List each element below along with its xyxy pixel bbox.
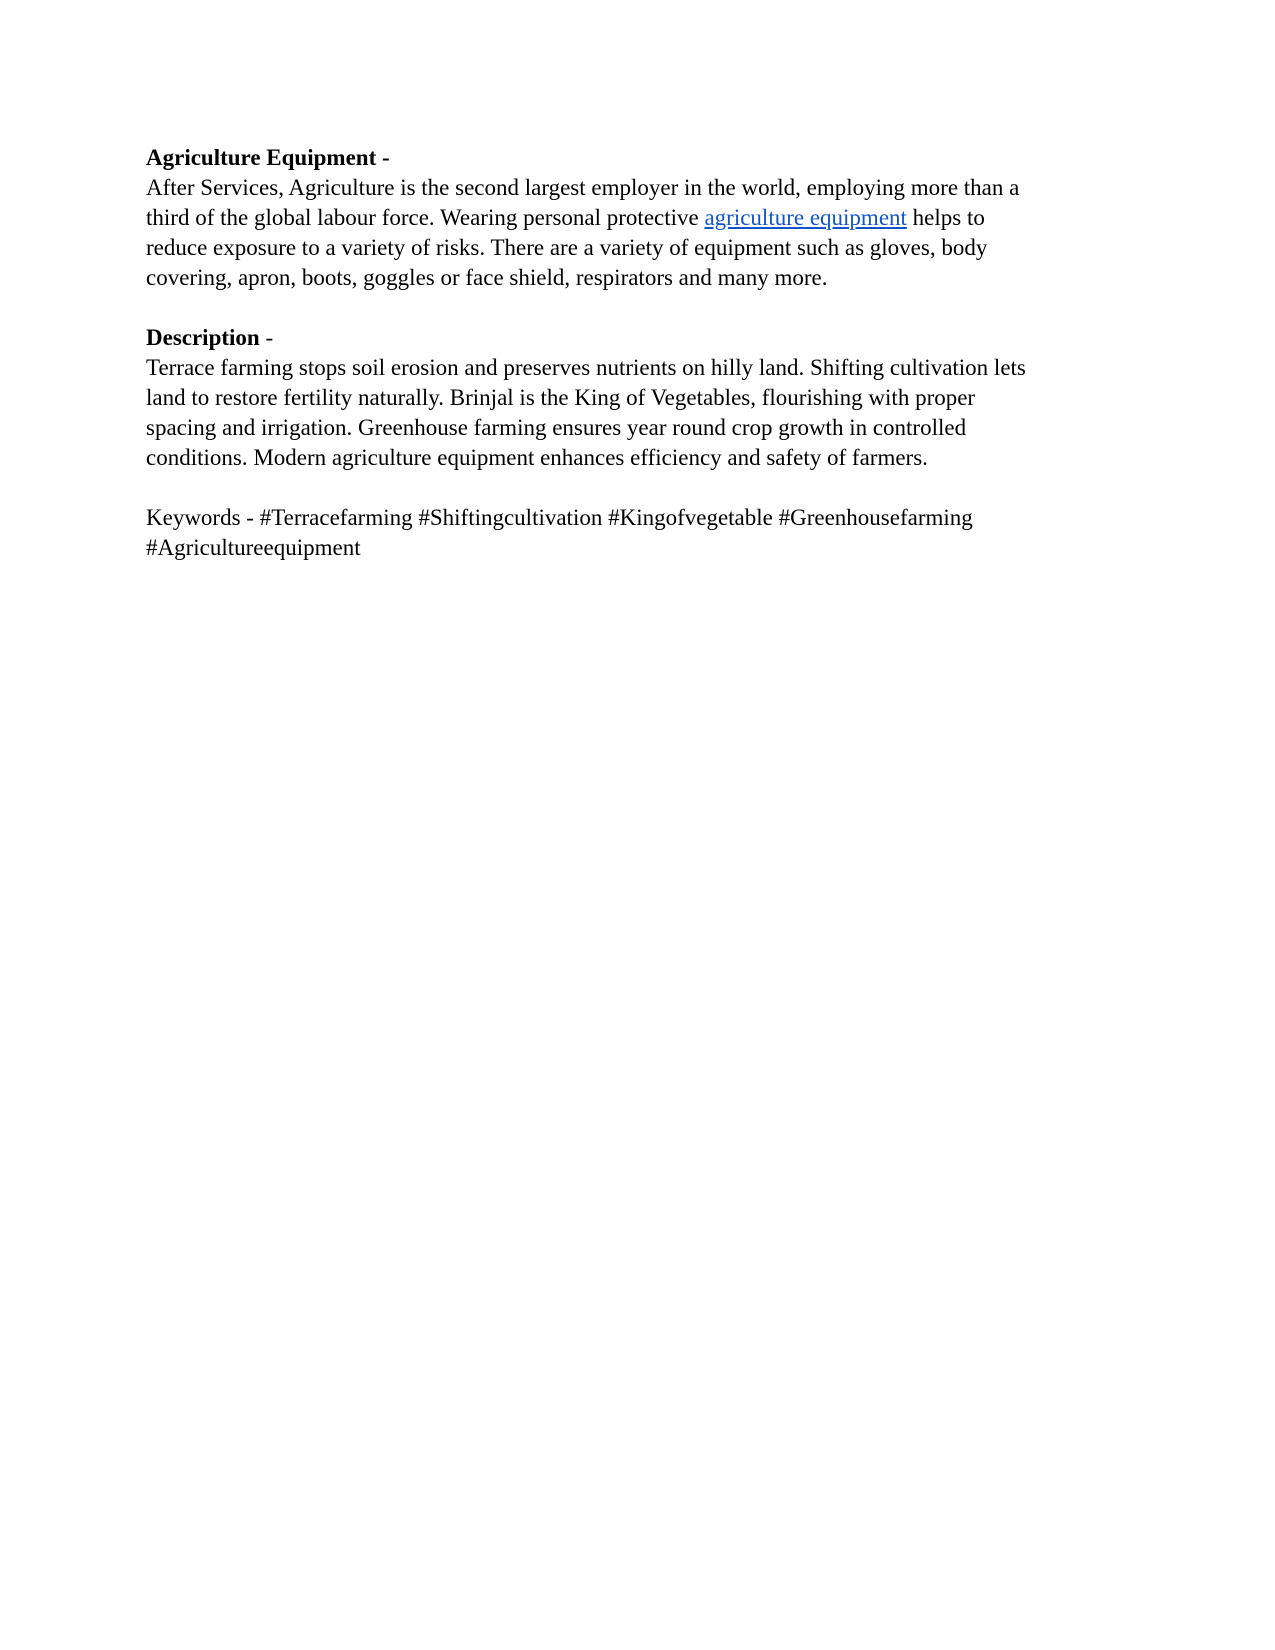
paragraph-line — [146, 203, 1136, 233]
heading-text: Agriculture Equipment — [146, 145, 377, 170]
paragraph-line: covering, apron, boots, goggles or face shield, respirators and many more. — [146, 265, 828, 290]
paragraph-line: reduce exposure to a variety of risks. There are a variety of equipment such as gloves, body — [146, 235, 988, 260]
keywords-line: Keywords - #Terracefarming #Shiftingcultivation #Kingofvegetable #Greenhousefarming — [146, 505, 973, 530]
blank-line — [146, 473, 1136, 503]
heading-dash: - — [259, 325, 274, 350]
document-content — [146, 143, 1136, 563]
agriculture-equipment-link[interactable]: agriculture equipment — [704, 205, 907, 230]
paragraph-text: third of the global labour force. Wearing personal protective — [146, 205, 705, 230]
paragraph-line: land to restore fertility naturally. Brinjal is the King of Vegetables, flourishing with proper — [146, 385, 976, 410]
blank-line — [146, 293, 1136, 323]
heading-dash: - — [376, 145, 390, 170]
paragraph-line: Terrace farming stops soil erosion and preserves nutrients on hilly land. Shifting cultivation lets — [146, 355, 1026, 380]
paragraph-line: After Services, Agriculture is the second largest employer in the world, employing more than a — [146, 175, 1020, 200]
paragraph-line: conditions. Modern agriculture equipment enhances efficiency and safety of farmers. — [146, 445, 928, 470]
keywords-line: #Agricultureequipment — [146, 535, 361, 560]
heading-text: Description — [146, 325, 260, 350]
section-heading-agriculture-equipment — [146, 143, 1136, 173]
paragraph-line: spacing and irrigation. Greenhouse farming ensures year round crop growth in controlled — [146, 415, 967, 440]
paragraph-text: helps to — [906, 205, 985, 230]
section-heading-description — [146, 323, 1136, 353]
